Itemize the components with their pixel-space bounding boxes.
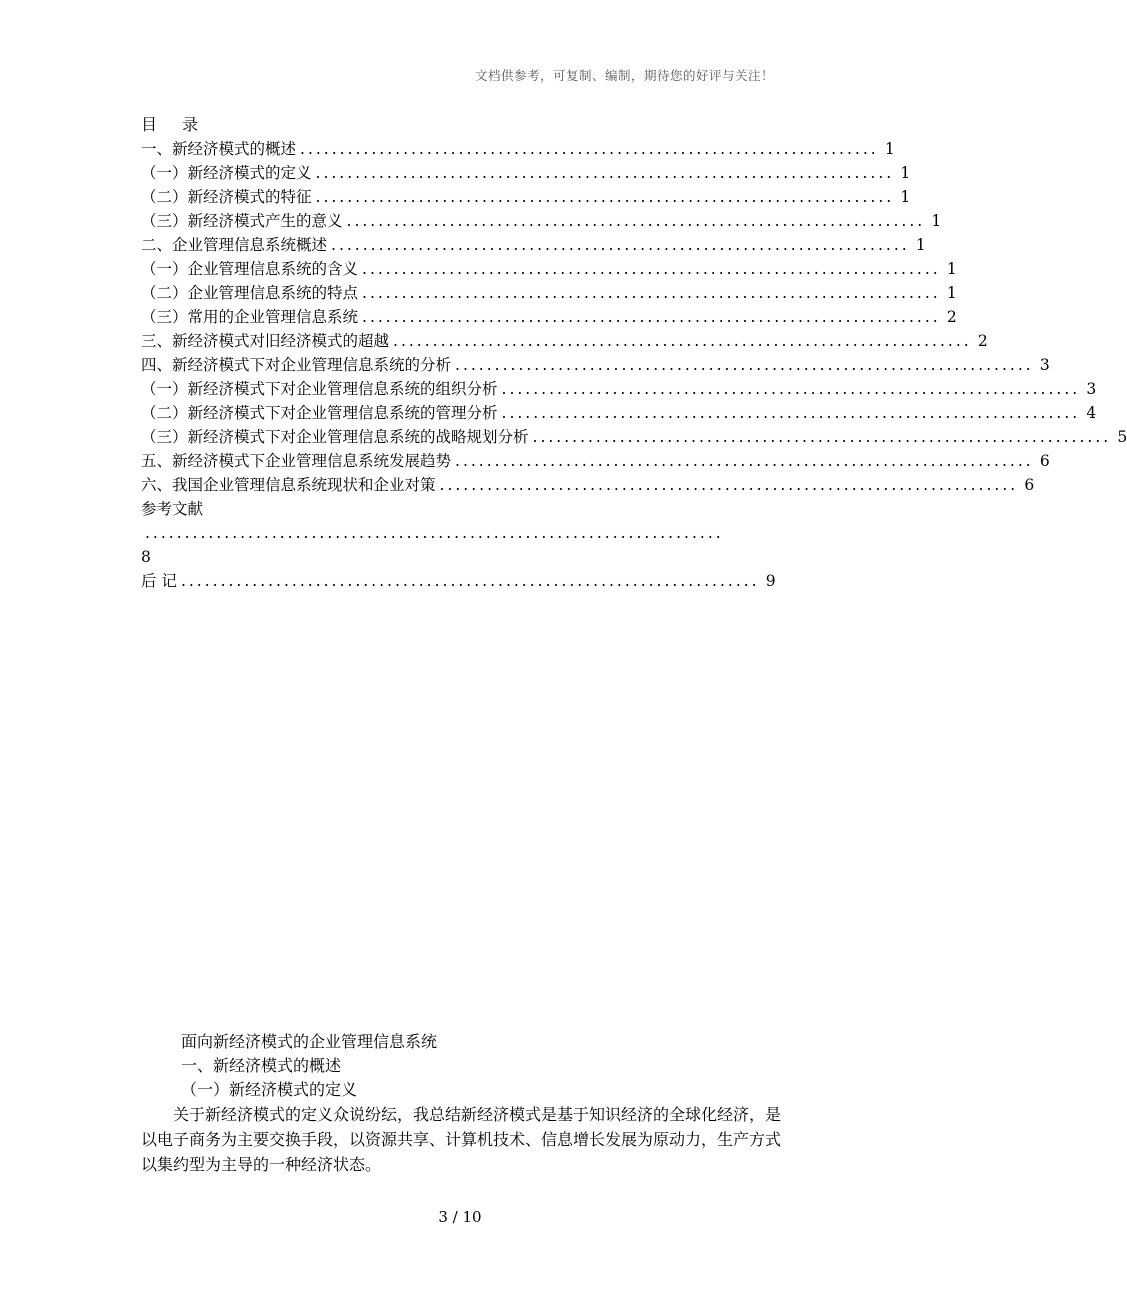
toc-entry-page: 6	[1039, 452, 1050, 470]
toc-entry[interactable]	[141, 569, 776, 593]
toc-entry[interactable]	[141, 281, 957, 305]
toc-entry-page: 3	[1086, 380, 1097, 398]
toc-entry-page: 1	[900, 188, 911, 206]
toc-entry-page: 1	[931, 212, 942, 230]
toc-entry[interactable]	[141, 449, 1050, 473]
toc-entry-page: 8	[141, 548, 151, 566]
dot-leader: .........................................................................	[315, 164, 895, 182]
toc-entry-label: 三、新经济模式对旧经济模式的超越	[141, 332, 390, 350]
toc-entry[interactable]	[141, 329, 988, 353]
toc-entry-page: 2	[977, 332, 988, 350]
toc-title: 目 录	[141, 115, 209, 134]
toc-entry-page: 1	[946, 284, 957, 302]
dot-leader: .........................................................................	[439, 476, 1019, 494]
toc-entry-label: 五、新经济模式下企业管理信息系统发展趋势	[141, 452, 452, 470]
toc-entry-label: （三）常用的企业管理信息系统	[141, 308, 359, 326]
toc-entry-label: 二、企业管理信息系统概述	[141, 236, 328, 254]
dot-leader: .........................................................................	[331, 236, 910, 254]
toc-entry-label: （一）新经济模式的定义	[141, 164, 312, 182]
toc-entry[interactable]	[141, 473, 1035, 497]
toc-entry-label: 四、新经济模式下对企业管理信息系统的分析	[141, 356, 452, 374]
dot-leader: .........................................................................	[393, 332, 972, 350]
dot-leader: .........................................................................	[532, 428, 1112, 446]
toc-entry[interactable]	[141, 353, 1050, 377]
body-content	[141, 1030, 781, 1177]
dot-leader: .........................................................................	[362, 308, 941, 326]
dot-leader: .........................................................................	[362, 260, 941, 278]
toc-entry-label: 一、新经济模式的概述	[141, 140, 297, 158]
toc-entry[interactable]	[141, 137, 895, 161]
toc-entry-page: 1	[915, 236, 926, 254]
dot-leader: .........................................................................	[346, 212, 926, 230]
toc-list	[141, 137, 1127, 593]
toc-entry-label: （二）新经济模式的特征	[141, 188, 312, 206]
toc-entry-page: 5	[1117, 428, 1127, 446]
header-note: 文档供参考，可复制、编制，期待您的好评与关注！	[474, 68, 774, 83]
dot-leader: .........................................................................	[180, 572, 760, 590]
dot-leader: .........................................................................	[455, 356, 1034, 374]
toc-entry-page: 6	[1024, 476, 1035, 494]
table-of-contents	[141, 113, 1127, 593]
subsection-heading: （一）新经济模式的定义	[181, 1080, 358, 1099]
dot-leader: .........................................................................	[362, 284, 941, 302]
toc-entry[interactable]	[141, 161, 911, 185]
toc-entry[interactable]	[141, 401, 1097, 425]
document-title: 面向新经济模式的企业管理信息系统	[181, 1032, 438, 1051]
toc-entry-label: 参考文献	[141, 500, 204, 518]
body-paragraph: 关于新经济模式的定义众说纷纭，我总结新经济模式是基于知识经济的全球化经济，是以电子商务为主要交换手段，以资源共享、计算机技术、信息增长发展为原动力，生产方式以集约型为主导的一种经济状态。	[141, 1105, 782, 1174]
dot-leader: .........................................................................	[315, 188, 895, 206]
toc-entry-label: （一）企业管理信息系统的含义	[141, 260, 359, 278]
toc-entry[interactable]	[141, 497, 769, 569]
dot-leader: .........................................................................	[501, 380, 1081, 398]
dot-leader: .........................................................................	[501, 404, 1081, 422]
toc-entry-page: 9	[765, 572, 776, 590]
toc-entry-page: 2	[946, 308, 957, 326]
toc-entry[interactable]	[141, 377, 1097, 401]
toc-entry[interactable]	[141, 425, 1127, 449]
toc-entry-page: 3	[1039, 356, 1050, 374]
toc-entry-page: 4	[1086, 404, 1097, 422]
toc-entry-label: 六、我国企业管理信息系统现状和企业对策	[141, 476, 436, 494]
toc-entry[interactable]	[141, 305, 957, 329]
toc-entry[interactable]	[141, 209, 942, 233]
toc-entry-label: （二）企业管理信息系统的特点	[141, 284, 359, 302]
toc-entry[interactable]	[141, 185, 911, 209]
toc-entry-label: （三）新经济模式下对企业管理信息系统的战略规划分析	[141, 428, 529, 446]
dot-leader: .........................................................................	[300, 140, 879, 158]
toc-entry-label: 后 记	[141, 572, 177, 590]
toc-entry-page: 1	[900, 164, 911, 182]
toc-entry-label: （一）新经济模式下对企业管理信息系统的组织分析	[141, 380, 498, 398]
toc-entry-label: （二）新经济模式下对企业管理信息系统的管理分析	[141, 404, 498, 422]
toc-entry-page: 1	[946, 260, 957, 278]
toc-entry[interactable]	[141, 233, 926, 257]
dot-leader: .........................................................................	[455, 452, 1034, 470]
toc-entry-label: （三）新经济模式产生的意义	[141, 212, 343, 230]
dot-leader: .........................................................................	[145, 524, 724, 542]
toc-entry[interactable]	[141, 257, 957, 281]
toc-entry-page: 1	[884, 140, 895, 158]
page-number: 3 / 10	[438, 1208, 482, 1226]
section-heading: 一、新经济模式的概述	[181, 1056, 342, 1075]
